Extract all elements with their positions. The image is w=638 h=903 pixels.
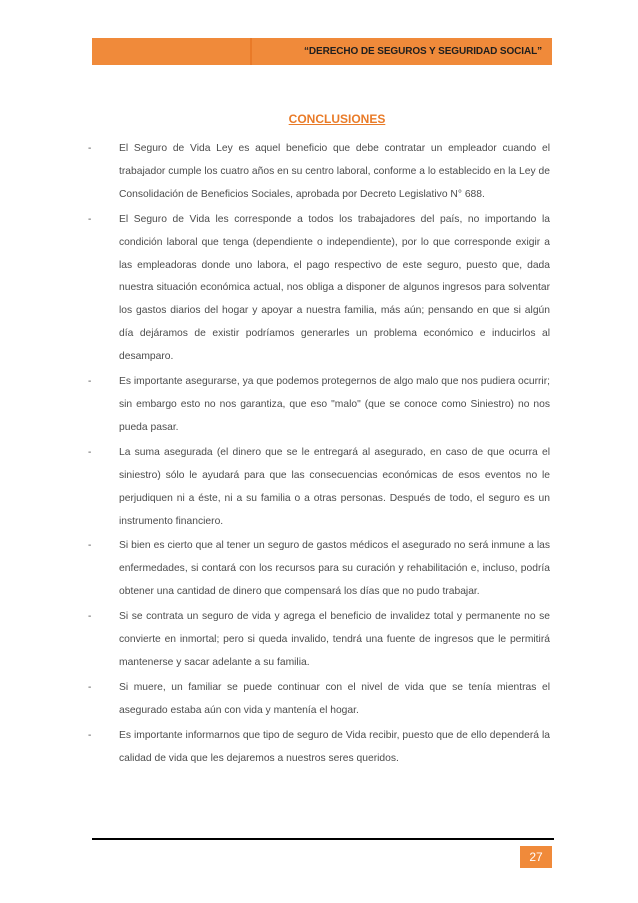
conclusion-text: Es importante asegurarse, ya que podemos protegernos de algo malo que nos pudiera ocurrir; sin embargo esto no nos garantiza, que eso "malo" (que se conoce como Siniestro) no nos pueda pasar. — [119, 376, 551, 433]
conclusion-item — [88, 209, 550, 369]
conclusion-text: El Seguro de Vida Ley es aquel beneficio que debe contratar un empleador cuando el trabajador cumple los cuatro años en su centro laboral, conforme a lo establecido en la Ley de Consolidación de Beneficios Sociales, aprobada por Decreto Legislativo N° 688. — [119, 143, 550, 200]
header-bar — [92, 38, 552, 65]
conclusion-item — [88, 677, 550, 723]
conclusion-item — [88, 138, 550, 207]
conclusion-item — [88, 371, 550, 440]
conclusion-text: Es importante informarnos que tipo de seguro de Vida recibir, puesto que de ello dependerá la calidad de vida que les dejaremos a nuestros seres queridos. — [119, 729, 550, 764]
header-title: “DERECHO DE SEGUROS Y SEGURIDAD SOCIAL” — [304, 46, 542, 57]
bullet-marker: - — [88, 729, 92, 741]
footer-rule — [92, 838, 554, 840]
conclusion-text: Si se contrata un seguro de vida y agrega el beneficio de invalidez total y permanente no se convierte en inmortal; pero si queda invalido, tendrá una fuente de ingresos que le permitirá mantenerse y sacar adelante a su familia. — [119, 611, 550, 668]
conclusions-list — [88, 138, 550, 772]
conclusion-text: Si muere, un familiar se puede continuar con el nivel de vida que se tenía mientras el asegurado estaba aún con vida y mantenía el hogar. — [119, 681, 550, 716]
bullet-marker: - — [88, 213, 92, 225]
conclusion-text: Si bien es cierto que al tener un seguro de gastos médicos el asegurado no será inmune a las enfermedades, si contará con los recursos para su curación y rehabilitación e, incluso, podría obtener una cantidad de dinero que compensará los días que no pudo trabajar. — [119, 540, 550, 598]
section-title: CONCLUSIONES — [288, 112, 386, 126]
conclusion-text: La suma asegurada (el dinero que se le entregará al asegurado, en caso de que ocurra el siniestro) sólo le ayudará para que las consecuencias económicas de esos eventos no le perjudiquen ni a éste, ni a su familia o a otras personas. Después de todo, el seguro es un instrumento financiero. — [119, 446, 550, 527]
bullet-marker: - — [88, 446, 92, 458]
conclusion-item — [88, 442, 550, 534]
header-divider — [250, 38, 252, 65]
conclusion-text: El Seguro de Vida les corresponde a todos los trabajadores del país, no importando la condición laboral que tenga (dependiente o independiente), por lo que corresponde exigir a las empleadoras donde uno labora, el pago respectivo de este seguro, puesto que, dada nuestra situación económica actual, nos obliga a disponer de algunos ingresos para solventar los gastos diarios del hogar y apoyar a nuestra familia, más aún; pensando en que si algún día dejáramos de existir podríamos generarles un problema económico e inducirlos al desamparo. — [119, 213, 550, 363]
conclusion-item — [88, 725, 550, 771]
page-number: 27 — [520, 846, 552, 868]
bullet-marker: - — [88, 376, 92, 388]
conclusion-item — [88, 535, 550, 604]
conclusion-item — [88, 606, 550, 675]
bullet-marker: - — [88, 540, 92, 552]
bullet-marker: - — [88, 611, 92, 623]
bullet-marker: - — [88, 143, 92, 154]
bullet-marker: - — [88, 681, 92, 693]
